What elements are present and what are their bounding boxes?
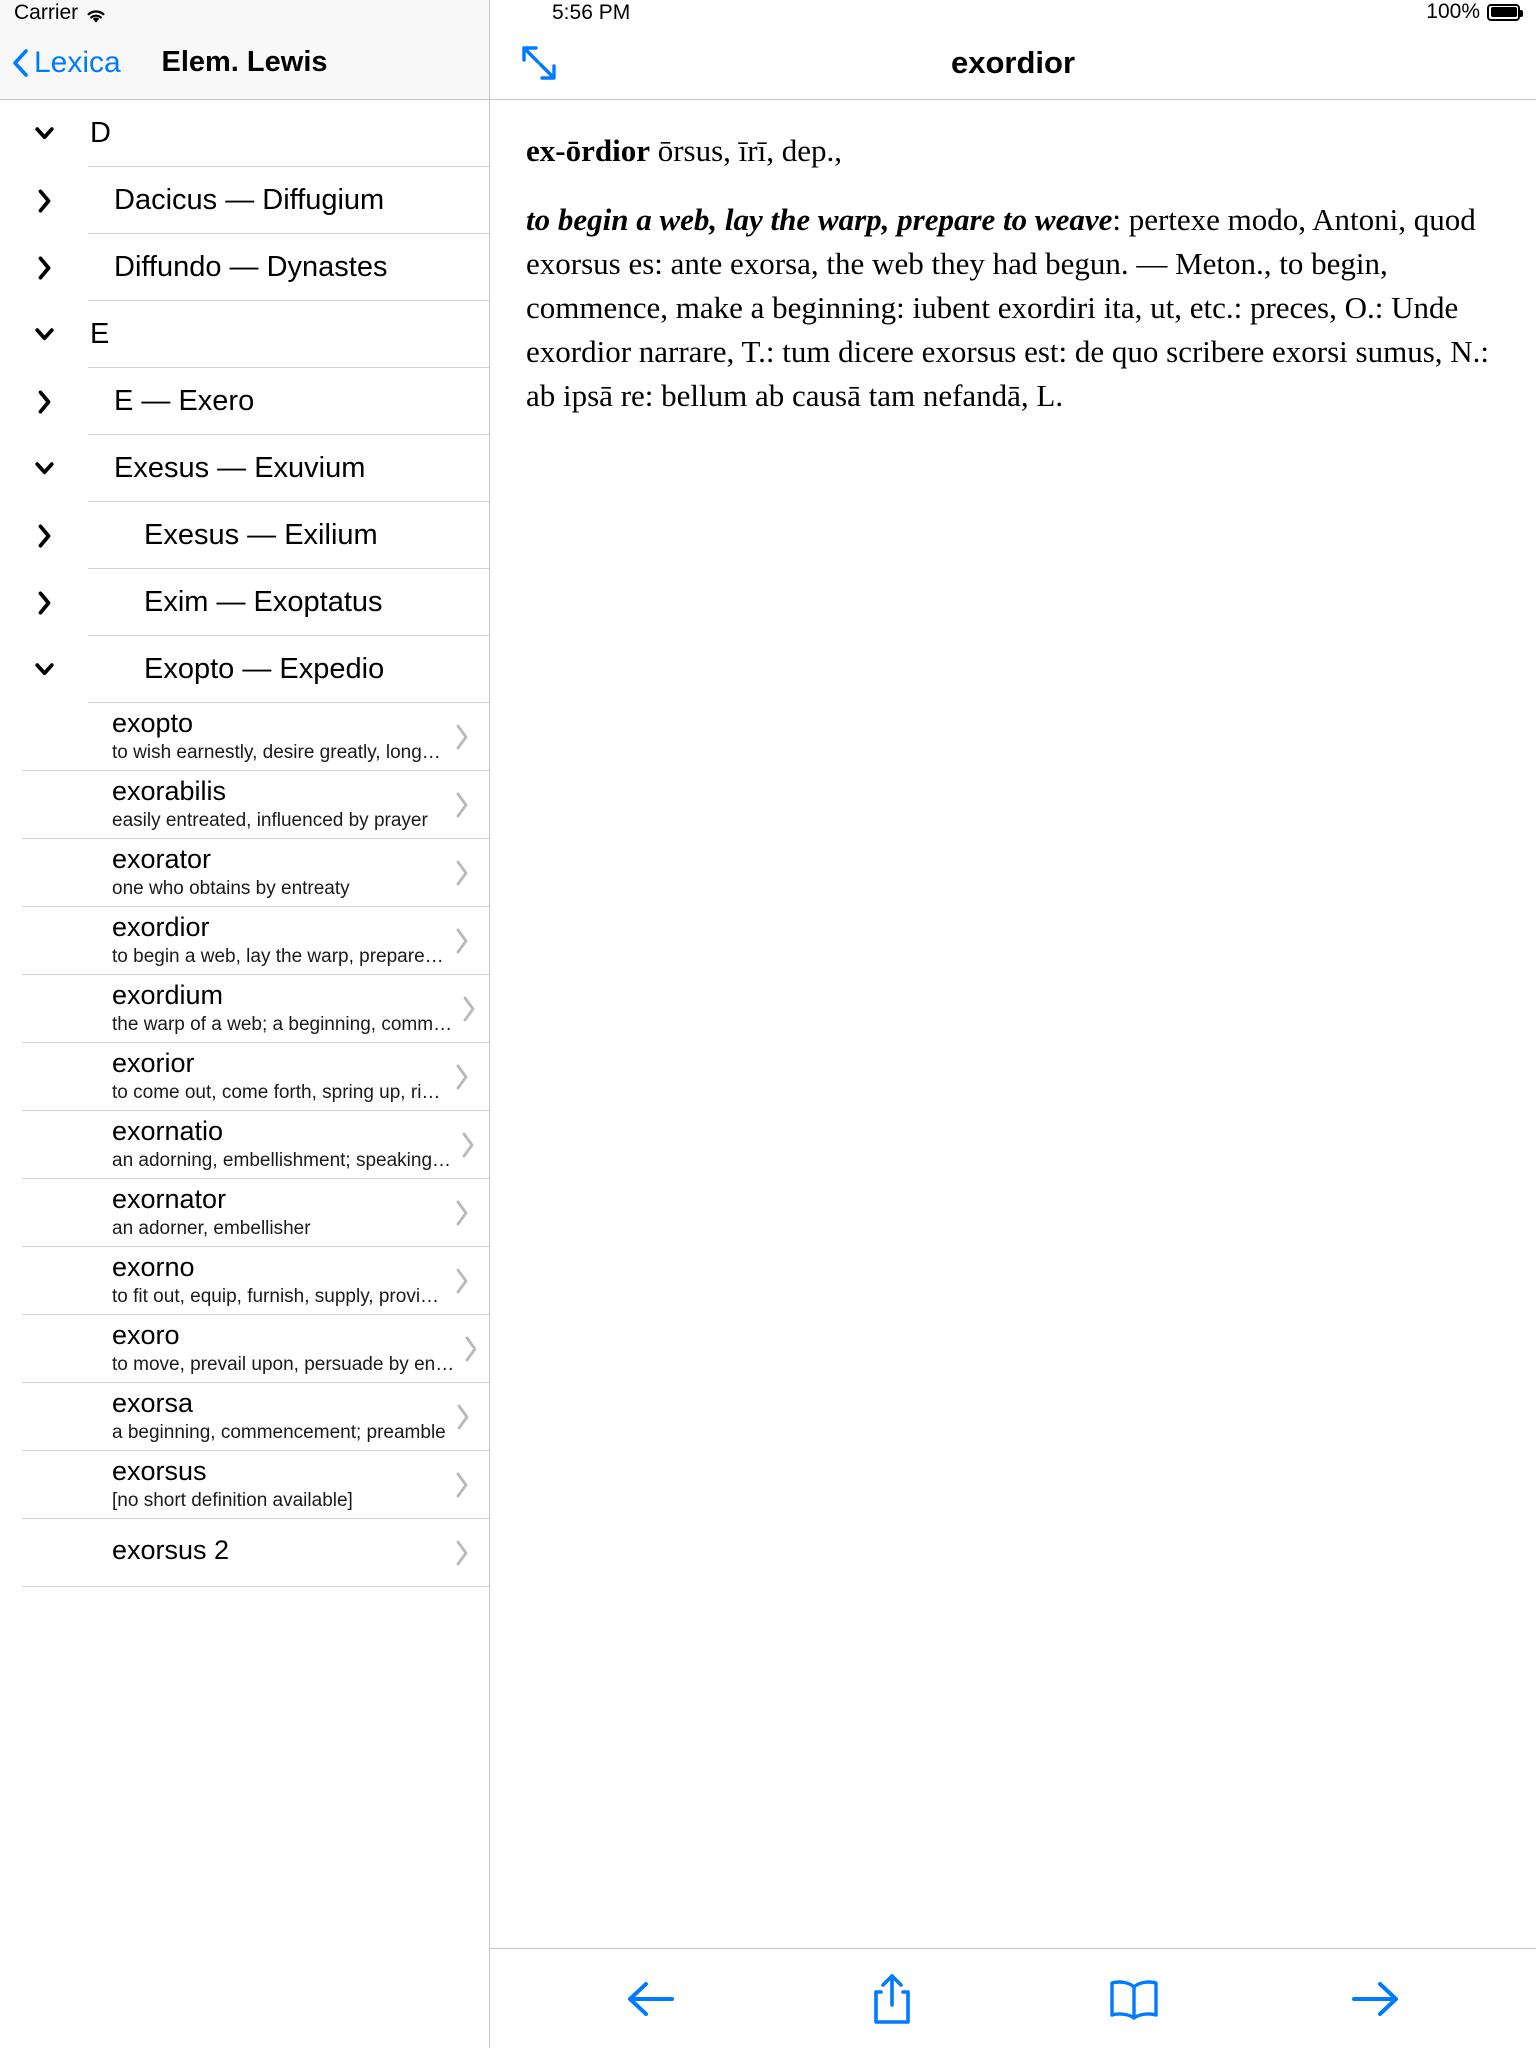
entry-word: exorior bbox=[112, 1048, 195, 1078]
entry-word: exornator bbox=[112, 1184, 227, 1214]
back-button-label: Lexica bbox=[34, 45, 121, 79]
browse-tree bbox=[0, 100, 489, 703]
list-item[interactable] bbox=[0, 1247, 489, 1315]
chevron-right-icon[interactable] bbox=[445, 791, 479, 819]
tree-row-body bbox=[88, 234, 489, 301]
chevron-right-icon[interactable] bbox=[0, 234, 88, 301]
list-item[interactable] bbox=[0, 1315, 489, 1383]
chevron-right-icon[interactable] bbox=[445, 1471, 479, 1499]
tree-row[interactable] bbox=[0, 234, 489, 301]
tree-row-label: Dacicus — Diffugium bbox=[114, 183, 385, 216]
entry-word: exorsa bbox=[112, 1388, 194, 1418]
entry-text bbox=[22, 981, 452, 1037]
chevron-right-icon[interactable] bbox=[451, 1131, 485, 1159]
list-item-inner bbox=[22, 1519, 489, 1587]
list-item-inner bbox=[22, 1111, 490, 1179]
tree-row-body bbox=[88, 167, 489, 234]
list-item[interactable] bbox=[0, 1043, 489, 1111]
list-item-inner bbox=[22, 1247, 489, 1315]
entry-definition: to move, prevail upon, persuade by en… bbox=[112, 1354, 455, 1376]
chevron-right-icon[interactable] bbox=[454, 1335, 488, 1363]
tree-row[interactable] bbox=[0, 502, 489, 569]
list-item[interactable] bbox=[0, 771, 489, 839]
chevron-right-icon[interactable] bbox=[0, 502, 88, 569]
list-item-inner bbox=[22, 1451, 489, 1519]
chevron-down-icon[interactable] bbox=[0, 301, 88, 368]
entry-word: exopto bbox=[112, 708, 194, 738]
clock: 5:56 PM bbox=[552, 1, 631, 24]
entry-text bbox=[22, 1321, 454, 1377]
book-icon[interactable] bbox=[1074, 1964, 1194, 2034]
entry-text bbox=[22, 1185, 445, 1241]
list-item-inner bbox=[22, 975, 490, 1043]
chevron-down-icon[interactable] bbox=[0, 636, 88, 703]
entry-word: exorno bbox=[112, 1252, 195, 1282]
chevron-right-icon[interactable] bbox=[445, 723, 479, 751]
entry-definition: easily entreated, influenced by prayer bbox=[112, 810, 428, 832]
list-item[interactable] bbox=[0, 907, 489, 975]
entry-list bbox=[0, 703, 489, 1587]
tree-row[interactable] bbox=[0, 100, 489, 167]
chevron-right-icon[interactable] bbox=[0, 368, 88, 435]
right-nav-bar bbox=[490, 26, 1536, 100]
right-status-bar bbox=[490, 0, 1536, 26]
definition-article bbox=[490, 100, 1536, 1948]
chevron-down-icon[interactable] bbox=[0, 435, 88, 502]
tree-row-label: D bbox=[90, 116, 111, 149]
back-arrow-icon[interactable] bbox=[591, 1964, 711, 2034]
entry-text bbox=[22, 709, 445, 765]
entry-text bbox=[22, 845, 445, 901]
entry-word: exorabilis bbox=[112, 776, 227, 806]
article-citations: : pertexe modo, Antoni, quod exorsus es: ante exorsa, the web they had begun. — Meton., to begin, commence, make a beginning: iubent exordiri ita, ut, etc.: preces, O.: Unde exordior narrare, T.: tum dicere exorsus est: de quo scribere exorsi sumus, N.: ab ipsā re: bellum ab causā tam nefandā, L. bbox=[526, 201, 1490, 413]
entry-word: exornatio bbox=[112, 1116, 224, 1146]
entry-text bbox=[22, 1049, 445, 1105]
entry-definition: an adorning, embellishment; speaking… bbox=[112, 1150, 452, 1172]
back-to-lexica-button[interactable] bbox=[12, 46, 121, 80]
list-item-inner bbox=[22, 839, 489, 907]
entry-word: exorsus bbox=[112, 1456, 207, 1486]
wifi-icon bbox=[85, 7, 107, 24]
article-body bbox=[526, 198, 1500, 418]
headword: ex-ōrdior bbox=[526, 133, 650, 168]
entry-definition: to wish earnestly, desire greatly, long… bbox=[112, 742, 441, 764]
expand-diagonal-icon[interactable] bbox=[516, 40, 562, 86]
list-item[interactable] bbox=[0, 1519, 489, 1587]
battery-percent-label: 100% bbox=[1426, 0, 1480, 23]
carrier-status bbox=[14, 1, 107, 25]
battery-status bbox=[1426, 0, 1520, 24]
list-item[interactable] bbox=[0, 1111, 489, 1179]
entry-definition: a beginning, commencement; preamble bbox=[112, 1422, 446, 1444]
entry-definition: the warp of a web; a beginning, comm… bbox=[112, 1014, 453, 1036]
entry-text bbox=[22, 1389, 446, 1445]
list-item-inner bbox=[22, 1383, 490, 1451]
tree-row-body bbox=[88, 502, 489, 569]
sense-gloss: to begin a web, lay the warp, prepare to weave bbox=[526, 201, 1113, 237]
entry-text bbox=[22, 1117, 451, 1173]
chevron-right-icon[interactable] bbox=[445, 1539, 479, 1567]
list-item-inner bbox=[22, 771, 489, 839]
share-icon[interactable] bbox=[832, 1964, 952, 2034]
entry-text bbox=[22, 1457, 445, 1513]
tree-row-body bbox=[88, 569, 489, 636]
left-nav-bar bbox=[0, 26, 489, 100]
definition-title: exordior bbox=[950, 44, 1076, 80]
tree-row-label: Exesus — Exilium bbox=[144, 518, 378, 551]
tree-row-body bbox=[88, 301, 489, 368]
left-status-bar bbox=[0, 0, 489, 26]
chevron-right-icon[interactable] bbox=[0, 167, 88, 234]
tree-row-label: Diffundo — Dynastes bbox=[114, 250, 388, 283]
entry-definition: an adorner, embellisher bbox=[112, 1218, 311, 1240]
entry-definition: to begin a web, lay the warp, prepare… bbox=[112, 946, 444, 968]
list-item[interactable] bbox=[0, 1451, 489, 1519]
forward-arrow-icon[interactable] bbox=[1315, 1964, 1435, 2034]
entry-definition: one who obtains by entreaty bbox=[112, 878, 350, 900]
chevron-left-icon bbox=[12, 49, 28, 77]
chevron-right-icon[interactable] bbox=[445, 1267, 479, 1295]
chevron-right-icon[interactable] bbox=[445, 1063, 479, 1091]
tree-row-body bbox=[88, 368, 489, 435]
list-item[interactable] bbox=[0, 703, 489, 771]
chevron-right-icon[interactable] bbox=[0, 569, 88, 636]
carrier-label: Carrier bbox=[14, 1, 79, 24]
entry-word: exoro bbox=[112, 1320, 180, 1350]
chevron-right-icon[interactable] bbox=[452, 995, 486, 1023]
tree-row[interactable] bbox=[0, 636, 489, 703]
entry-word: exordior bbox=[112, 912, 210, 942]
battery-full-icon bbox=[1487, 4, 1520, 21]
entry-word: exorsus 2 bbox=[112, 1535, 230, 1565]
tree-row[interactable] bbox=[0, 569, 489, 636]
list-item[interactable] bbox=[0, 839, 489, 907]
headword-morphology: ōrsus, īrī, dep., bbox=[649, 133, 842, 168]
entry-definition: to fit out, equip, furnish, supply, provi… bbox=[112, 1286, 440, 1308]
chevron-right-icon[interactable] bbox=[445, 927, 479, 955]
list-item-inner bbox=[22, 907, 489, 975]
list-item[interactable] bbox=[0, 1383, 489, 1451]
tree-row-label: E — Exero bbox=[114, 384, 255, 417]
tree-row-body bbox=[88, 636, 489, 703]
tree-row[interactable] bbox=[0, 435, 489, 502]
list-item[interactable] bbox=[0, 975, 489, 1043]
tree-row-label: Exim — Exoptatus bbox=[144, 585, 383, 618]
list-item-inner bbox=[22, 703, 489, 771]
chevron-right-icon[interactable] bbox=[446, 1403, 480, 1431]
list-item-inner bbox=[22, 1315, 490, 1383]
chevron-right-icon[interactable] bbox=[445, 859, 479, 887]
tree-row-label: E bbox=[90, 317, 110, 350]
entry-word: exorator bbox=[112, 844, 212, 874]
tree-row-body bbox=[88, 100, 489, 167]
entry-text bbox=[22, 1253, 445, 1309]
tree-row[interactable] bbox=[0, 301, 489, 368]
tree-row-body bbox=[88, 435, 489, 502]
entry-definition: to come out, come forth, spring up, ri… bbox=[112, 1082, 441, 1104]
chevron-down-icon[interactable] bbox=[0, 100, 88, 167]
tree-row[interactable] bbox=[0, 368, 489, 435]
tree-row[interactable] bbox=[0, 167, 489, 234]
list-item[interactable] bbox=[0, 1179, 489, 1247]
entry-text bbox=[22, 777, 445, 833]
definition-pane bbox=[490, 0, 1536, 2048]
browse-sidebar bbox=[0, 0, 490, 2048]
bottom-toolbar bbox=[490, 1948, 1536, 2048]
page-title: Elem. Lewis bbox=[161, 46, 328, 78]
chevron-right-icon[interactable] bbox=[445, 1199, 479, 1227]
entry-word: exordium bbox=[112, 980, 224, 1010]
entry-text bbox=[22, 1536, 445, 1570]
list-item-inner bbox=[22, 1043, 489, 1111]
article-headword-line bbox=[526, 130, 1500, 172]
list-item-inner bbox=[22, 1179, 489, 1247]
entry-text bbox=[22, 913, 445, 969]
tree-row-label: Exopto — Expedio bbox=[144, 652, 385, 685]
entry-definition: [no short definition available] bbox=[112, 1490, 353, 1512]
tree-row-label: Exesus — Exuvium bbox=[114, 451, 366, 484]
